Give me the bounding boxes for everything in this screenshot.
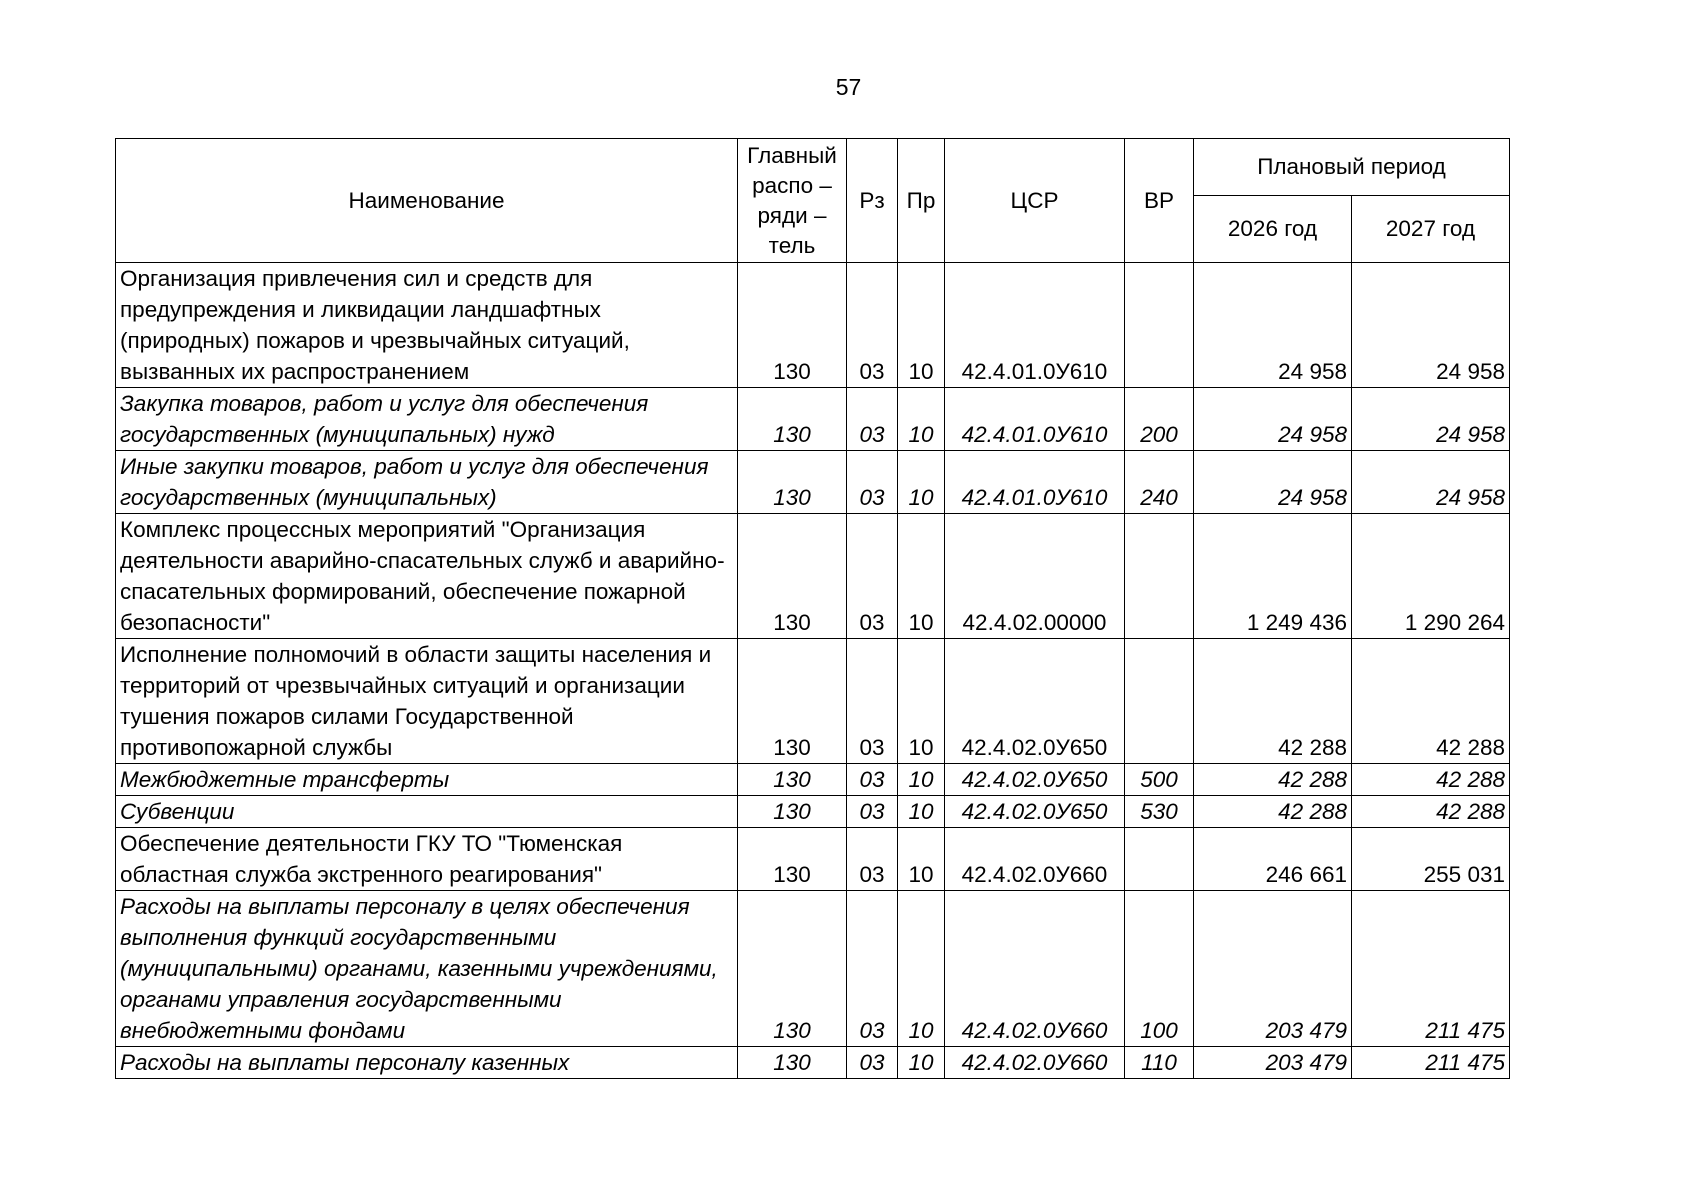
- cell-main-manager: 130: [738, 891, 847, 1047]
- header-name: Наименование: [116, 139, 738, 263]
- cell-vr: 530: [1125, 796, 1194, 828]
- cell-vr: [1125, 263, 1194, 388]
- header-row: [116, 139, 1510, 196]
- cell-vr: 110: [1125, 1047, 1194, 1079]
- header-year-2026: 2026 год: [1194, 196, 1352, 263]
- cell-csr: 42.4.02.0У650: [945, 639, 1125, 764]
- cell-rz: 03: [847, 796, 898, 828]
- cell-vr: 500: [1125, 764, 1194, 796]
- cell-csr: 42.4.02.00000: [945, 514, 1125, 639]
- cell-amount-2027: 211 475: [1352, 891, 1510, 1047]
- cell-csr: 42.4.02.0У650: [945, 764, 1125, 796]
- cell-vr: [1125, 828, 1194, 891]
- cell-amount-2026: 203 479: [1194, 891, 1352, 1047]
- cell-main-manager: 130: [738, 639, 847, 764]
- cell-name: Комплекс процессных мероприятий "Организация деятельности аварийно-спасательных служб и аварийно-спасательных формирований, обеспечение пожарной безопасности": [116, 514, 738, 639]
- cell-main-manager: 130: [738, 388, 847, 451]
- cell-rz: 03: [847, 451, 898, 514]
- cell-amount-2026: 24 958: [1194, 388, 1352, 451]
- cell-rz: 03: [847, 828, 898, 891]
- header-rz: Рз: [847, 139, 898, 263]
- table-row: [116, 263, 1510, 388]
- cell-main-manager: 130: [738, 514, 847, 639]
- cell-amount-2027: 24 958: [1352, 451, 1510, 514]
- budget-table: [115, 138, 1510, 1079]
- cell-csr: 42.4.02.0У650: [945, 796, 1125, 828]
- cell-rz: 03: [847, 764, 898, 796]
- cell-name: Субвенции: [116, 796, 738, 828]
- cell-amount-2027: 42 288: [1352, 764, 1510, 796]
- cell-amount-2027: 24 958: [1352, 388, 1510, 451]
- cell-vr: 240: [1125, 451, 1194, 514]
- cell-csr: 42.4.02.0У660: [945, 891, 1125, 1047]
- cell-csr: 42.4.01.0У610: [945, 263, 1125, 388]
- cell-rz: 03: [847, 891, 898, 1047]
- cell-amount-2026: 203 479: [1194, 1047, 1352, 1079]
- table-row: [116, 828, 1510, 891]
- cell-name: Межбюджетные трансферты: [116, 764, 738, 796]
- cell-rz: 03: [847, 514, 898, 639]
- cell-amount-2027: 211 475: [1352, 1047, 1510, 1079]
- cell-pr: 10: [898, 514, 945, 639]
- table-row: [116, 764, 1510, 796]
- header-csr: ЦСР: [945, 139, 1125, 263]
- table-row: [116, 796, 1510, 828]
- cell-amount-2027: 42 288: [1352, 796, 1510, 828]
- cell-main-manager: 130: [738, 1047, 847, 1079]
- cell-main-manager: 130: [738, 828, 847, 891]
- cell-amount-2027: 255 031: [1352, 828, 1510, 891]
- cell-pr: 10: [898, 451, 945, 514]
- cell-amount-2026: 42 288: [1194, 764, 1352, 796]
- cell-main-manager: 130: [738, 764, 847, 796]
- cell-pr: 10: [898, 263, 945, 388]
- cell-rz: 03: [847, 388, 898, 451]
- header-planned-period: Плановый период: [1194, 139, 1510, 196]
- table-row: [116, 891, 1510, 1047]
- header-vr: ВР: [1125, 139, 1194, 263]
- cell-vr: 100: [1125, 891, 1194, 1047]
- cell-amount-2026: 42 288: [1194, 639, 1352, 764]
- table-body: [116, 263, 1510, 1079]
- table-row: [116, 388, 1510, 451]
- cell-rz: 03: [847, 263, 898, 388]
- header-year-2027: 2027 год: [1352, 196, 1510, 263]
- cell-amount-2026: 24 958: [1194, 451, 1352, 514]
- cell-pr: 10: [898, 764, 945, 796]
- cell-vr: 200: [1125, 388, 1194, 451]
- header-pr: Пр: [898, 139, 945, 263]
- cell-name: Закупка товаров, работ и услуг для обеспечения государственных (муниципальных) нужд: [116, 388, 738, 451]
- cell-main-manager: 130: [738, 451, 847, 514]
- cell-amount-2026: 42 288: [1194, 796, 1352, 828]
- table-row: [116, 639, 1510, 764]
- cell-rz: 03: [847, 1047, 898, 1079]
- table-row: [116, 451, 1510, 514]
- table-row: [116, 1047, 1510, 1079]
- cell-amount-2026: 24 958: [1194, 263, 1352, 388]
- cell-name: Организация привлечения сил и средств для предупреждения и ликвидации ландшафтных (природных) пожаров и чрезвычайных ситуаций, вызванных их распространением: [116, 263, 738, 388]
- cell-amount-2026: 1 249 436: [1194, 514, 1352, 639]
- cell-name: Обеспечение деятельности ГКУ ТО "Тюменская областная служба экстренного реагирования": [116, 828, 738, 891]
- cell-pr: 10: [898, 796, 945, 828]
- header-main-manager: Главный распо – ряди – тель: [738, 139, 847, 263]
- cell-pr: 10: [898, 639, 945, 764]
- cell-amount-2027: 1 290 264: [1352, 514, 1510, 639]
- cell-name: Исполнение полномочий в области защиты населения и территорий от чрезвычайных ситуаций и организации тушения пожаров силами Государственной противопожарной службы: [116, 639, 738, 764]
- cell-csr: 42.4.02.0У660: [945, 1047, 1125, 1079]
- cell-pr: 10: [898, 1047, 945, 1079]
- cell-csr: 42.4.01.0У610: [945, 451, 1125, 514]
- page-number: 57: [835, 74, 862, 100]
- cell-amount-2026: 246 661: [1194, 828, 1352, 891]
- cell-csr: 42.4.01.0У610: [945, 388, 1125, 451]
- cell-csr: 42.4.02.0У660: [945, 828, 1125, 891]
- cell-name: Расходы на выплаты персоналу казенных: [116, 1047, 738, 1079]
- cell-name: Расходы на выплаты персоналу в целях обеспечения выполнения функций государственными (муниципальными) органами, казенными учреждениями, органами управления государственными внебюджетными фондами: [116, 891, 738, 1047]
- cell-pr: 10: [898, 388, 945, 451]
- cell-rz: 03: [847, 639, 898, 764]
- cell-pr: 10: [898, 891, 945, 1047]
- cell-amount-2027: 24 958: [1352, 263, 1510, 388]
- cell-amount-2027: 42 288: [1352, 639, 1510, 764]
- cell-vr: [1125, 514, 1194, 639]
- cell-vr: [1125, 639, 1194, 764]
- cell-name: Иные закупки товаров, работ и услуг для обеспечения государственных (муниципальных): [116, 451, 738, 514]
- cell-main-manager: 130: [738, 796, 847, 828]
- cell-main-manager: 130: [738, 263, 847, 388]
- cell-pr: 10: [898, 828, 945, 891]
- table-row: [116, 514, 1510, 639]
